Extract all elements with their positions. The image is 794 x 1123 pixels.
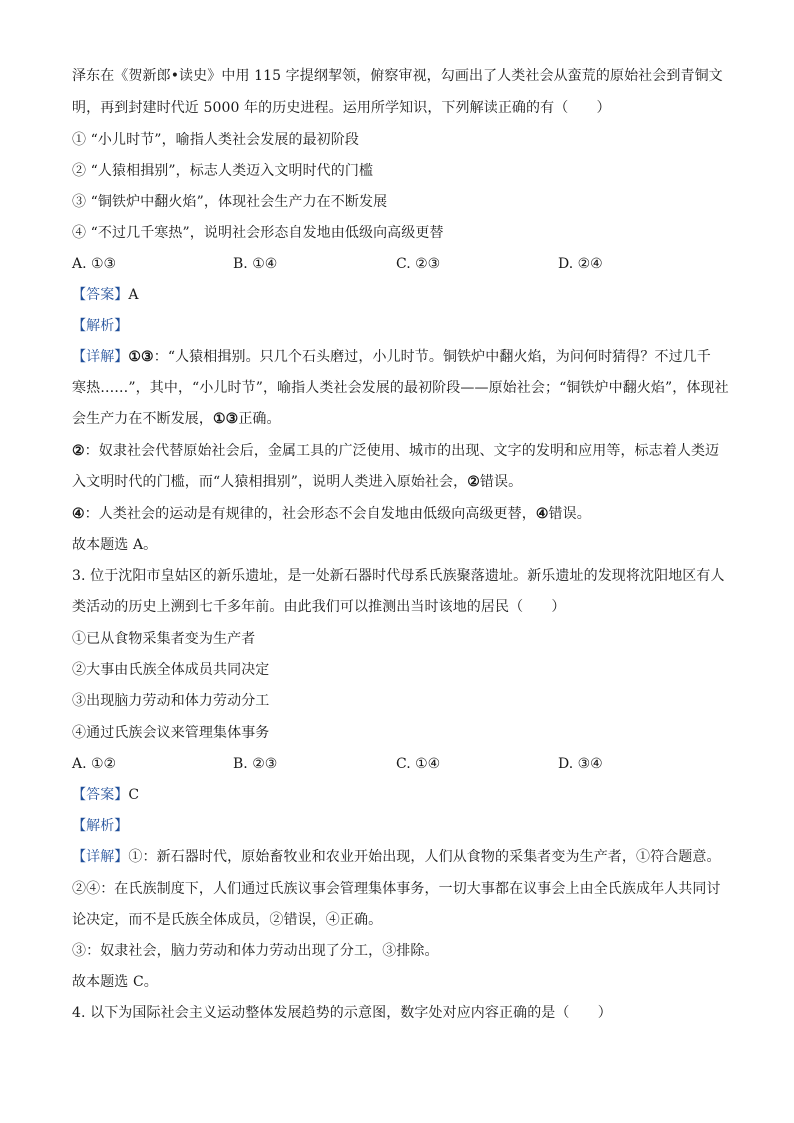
- q2-detail-line-1: [72, 347, 711, 367]
- q2-analysis-label: 【解析】: [72, 318, 129, 334]
- circled-number: ②: [467, 474, 480, 490]
- q2-stem-line-2: 明，再到封建时代近 5000 年的历史进程。运用所学知识，下列解读正确的有（ ）: [72, 100, 611, 116]
- detail-text: 错误。: [479, 474, 523, 490]
- detail-text: ：“人猿相揖别。只几个石头磨过，小儿时节。铜铁炉中翻火焰，为问何时猜得？不过几千: [153, 349, 711, 365]
- q3-detail-line-4: ③：奴隶社会，脑力劳动和体力劳动出现了分工，③排除。: [72, 943, 439, 959]
- circled-number: ④: [535, 506, 549, 522]
- q2-detail-line-5: [72, 472, 522, 492]
- q3-stem-line-1: 3. 位于沈阳市皇姑区的新乐遗址，是一处新石器时代母系氏族聚落遗址。新乐遗址的发现将沈阳地区有人: [72, 568, 725, 584]
- q3-option-b: B. ②③: [233, 756, 278, 772]
- q2-detail-line-6: [72, 504, 591, 524]
- circled-number: ②: [72, 443, 85, 459]
- detail-label: 【详解】: [72, 849, 129, 865]
- q3-statement-2: ②大事由氏族全体成员共同决定: [72, 662, 270, 678]
- answer-label: 【答案】: [72, 787, 129, 803]
- q3-detail-line-1: [72, 847, 721, 867]
- q3-option-d: D. ③④: [558, 756, 603, 772]
- q2-conclusion: 故本题选 A。: [72, 537, 158, 553]
- q2-option-c: C. ②③: [396, 256, 441, 272]
- q3-answer: [72, 785, 139, 805]
- detail-text: 会生产力在不断发展，: [72, 411, 213, 427]
- circled-numbers: ①③: [128, 349, 154, 365]
- q2-detail-line-2: 寒热……”，其中，“小儿时节”，喻指人类社会发展的最初阶段——原始社会；“铜铁炉中翻火焰”，体现社: [72, 380, 729, 396]
- detail-text: ：奴隶社会代替原始社会后，金属工具的广泛使用、城市的出现、文字的发明和应用等，标志着人类迈: [84, 443, 720, 459]
- q3-stem-line-2: 类活动的历史上溯到七千多年前。由此我们可以推测出当时该地的居民（ ）: [72, 599, 566, 615]
- detail-label: 【详解】: [72, 349, 129, 365]
- detail-text: 正确。: [238, 411, 281, 427]
- q3-options: [72, 754, 732, 774]
- q2-stem-line-1: 泽东在《贺新郎•读史》中用 115 字提纲挈领，俯察审视，勾画出了人类社会从蛮荒的原始社会到青铜文: [72, 68, 723, 84]
- q3-analysis-label: 【解析】: [72, 818, 129, 834]
- q3-detail-line-3: 论决定，而不是氏族全体成员，②错误，④正确。: [72, 912, 383, 928]
- q3-statement-1: ①已从食物采集者变为生产者: [72, 631, 256, 647]
- q2-statement-1: ① “小儿时节”，喻指人类社会发展的最初阶段: [72, 132, 359, 148]
- q2-statement-2: ② “人猿相揖别”，标志人类迈入文明时代的门槛: [72, 163, 374, 179]
- q3-detail-line-2: ②④：在氏族制度下，人们通过氏族议事会管理集体事务，一切大事都在议事会上由全氏族成年人共同讨: [72, 881, 721, 897]
- circled-numbers: ①③: [213, 411, 239, 427]
- q2-detail-line-3: [72, 409, 281, 429]
- q2-statement-3: ③ “铜铁炉中翻火焰”，体现社会生产力在不断发展: [72, 194, 388, 210]
- answer-label: 【答案】: [72, 287, 129, 303]
- q2-options: [72, 254, 732, 274]
- detail-text: ①：新石器时代，原始畜牧业和农业开始出现，人们从食物的采集者变为生产者，①符合题意。: [128, 849, 721, 865]
- detail-text: ：人类社会的运动是有规律的，社会形态不会自发地由低级向高级更替，: [84, 506, 536, 522]
- q2-detail-line-4: [72, 441, 719, 461]
- detail-text: 入文明时代的门槛，而“人猿相揖别”，说明人类进入原始社会，: [72, 474, 468, 490]
- q2-option-d: D. ②④: [558, 256, 603, 272]
- answer-value: A: [128, 287, 139, 303]
- q3-statement-3: ③出现脑力劳动和体力劳动分工: [72, 693, 270, 709]
- answer-value: C: [128, 787, 140, 803]
- q4-stem: 4. 以下为国际社会主义运动整体发展趋势的示意图，数字处对应内容正确的是（ ）: [72, 1005, 612, 1021]
- detail-text: 错误。: [548, 506, 591, 522]
- q3-option-a: A. ①②: [72, 756, 117, 772]
- circled-number: ④: [72, 506, 85, 522]
- q2-statement-4: ④ “不过几千寒热”，说明社会形态自发地由低级向高级更替: [72, 225, 444, 241]
- q2-option-b: B. ①④: [233, 256, 278, 272]
- q3-conclusion: 故本题选 C。: [72, 974, 158, 990]
- q3-option-c: C. ①④: [396, 756, 441, 772]
- q2-answer: [72, 285, 139, 305]
- q3-statement-4: ④通过氏族会议来管理集体事务: [72, 725, 270, 741]
- q2-option-a: A. ①③: [72, 256, 117, 272]
